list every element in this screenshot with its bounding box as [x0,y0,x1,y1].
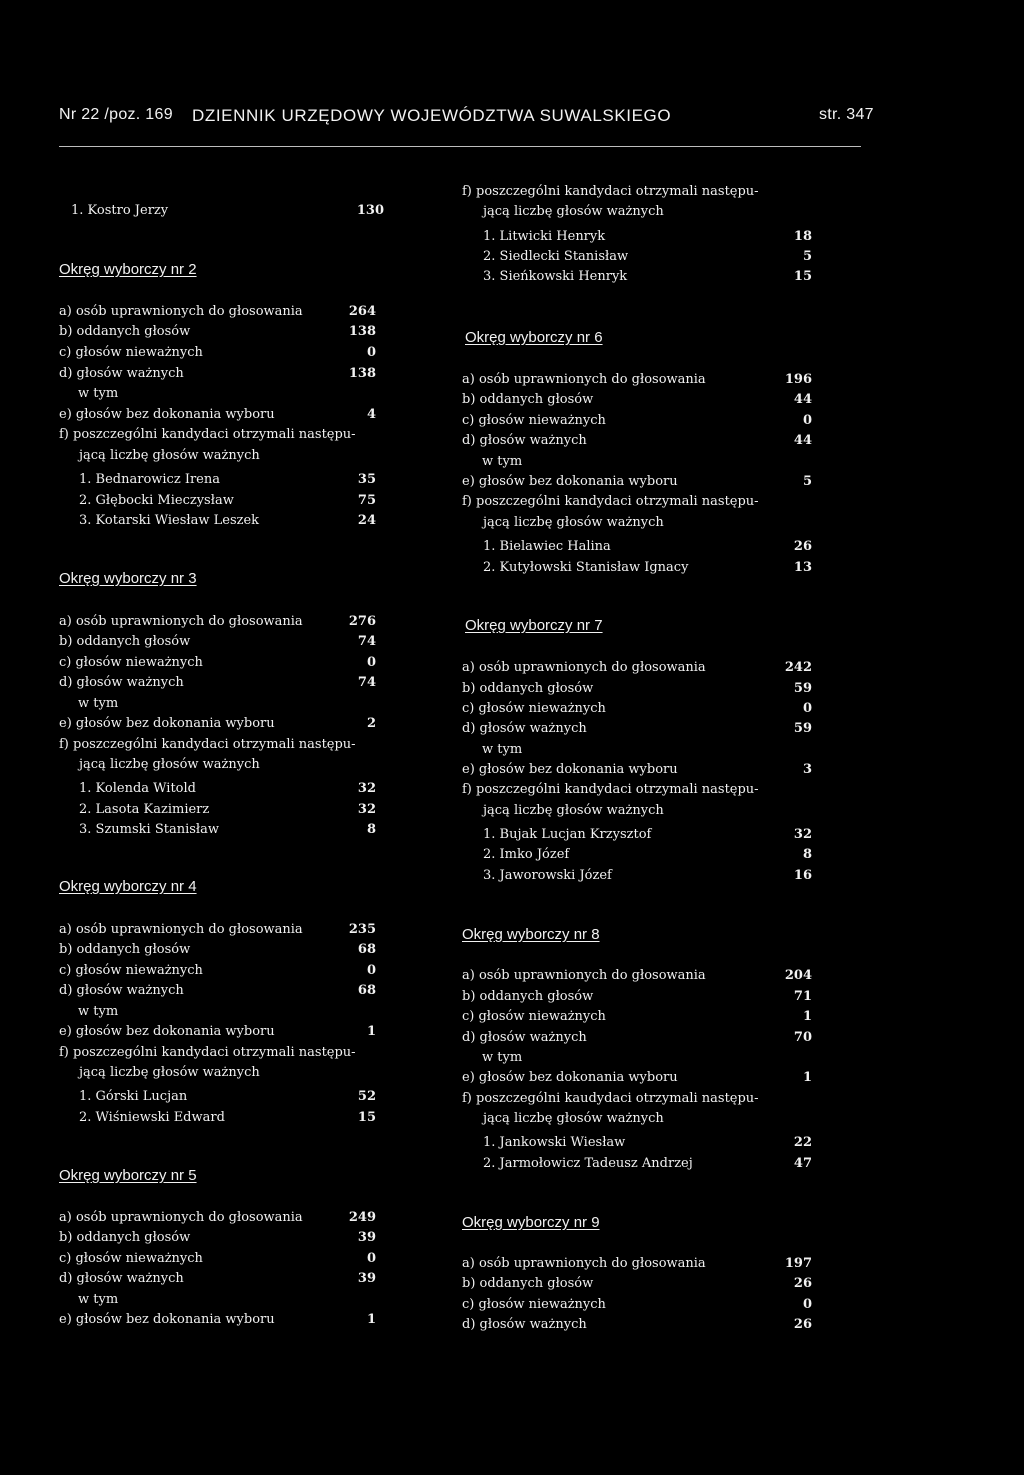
candidate-name: 2. Kutyłowski Stanisław Ignacy [483,560,689,575]
label-no-choice: e) głosów bez dokonania wyboru [59,1024,275,1039]
label-cast: b) oddanych głosów [462,989,594,1004]
label-valid: d) głosów ważnych [59,1271,184,1286]
value-invalid: 0 [366,1251,376,1266]
value-valid: 59 [793,721,812,736]
value-no-choice: 1 [366,1312,376,1327]
label-eligible: a) osób uprawnionych do głosowania [462,372,706,387]
candidate-name: 3. Kotarski Wiesław Leszek [79,513,260,528]
candidate-votes: 47 [793,1156,812,1171]
label-of-which: w tym [78,1292,119,1307]
value-cast: 138 [348,324,376,339]
value-valid: 26 [793,1317,812,1332]
candidate-name: 2. Lasota Kazimierz [79,802,210,817]
value-no-choice: 1 [802,1070,812,1085]
label-valid: d) głosów ważnych [59,983,184,998]
value-no-choice: 1 [366,1024,376,1039]
value-no-choice: 2 [366,716,376,731]
label-no-choice: e) głosów bez dokonania wyboru [59,1312,275,1327]
label-candidates: f) poszczególni kandydaci otrzymali następu- [462,494,759,509]
value-invalid: 0 [366,963,376,978]
candidate-name: 1. Litwicki Henryk [483,229,606,244]
candidate-name: 1. Jankowski Wiesław [483,1135,626,1150]
candidate-name: 3. Jaworowski Józef [483,868,612,883]
candidate-votes: 32 [793,827,812,842]
journal-title: DZIENNIK URZĘDOWY WOJEWÓDZTWA SUWALSKIEGO [192,106,672,125]
label-no-choice: e) głosów bez dokonania wyboru [59,407,275,422]
candidate-votes: 15 [357,1110,376,1125]
label-candidates-cont: jącą liczbę głosów ważnych [483,1111,664,1126]
label-cast: b) oddanych głosów [59,1230,191,1245]
label-of-which: w tym [78,386,119,401]
label-invalid: c) głosów nieważnych [59,963,203,978]
value-cast: 68 [357,942,376,957]
label-eligible: a) osób uprawnionych do głosowania [59,304,303,319]
label-eligible: a) osób uprawnionych do głosowania [59,1210,303,1225]
value-eligible: 276 [348,614,376,629]
value-eligible: 242 [784,660,812,675]
label-valid: d) głosów ważnych [462,1030,587,1045]
label-cast: b) oddanych głosów [59,634,191,649]
value-valid: 44 [793,433,812,448]
label-of-which: w tym [482,454,523,469]
value-cast: 59 [793,681,812,696]
candidate-name: 1. Bujak Lucjan Krzysztof [483,827,652,842]
value-invalid: 0 [366,345,376,360]
value-eligible: 196 [784,372,812,387]
label-candidates: f) poszczególni kandydaci otrzymali następu- [59,1045,356,1060]
label-no-choice: e) głosów bez dokonania wyboru [59,716,275,731]
candidate-votes: 5 [802,249,812,264]
label-cast: b) oddanych głosów [462,681,594,696]
label-cast: b) oddanych głosów [59,942,191,957]
candidate-votes: 13 [793,560,812,575]
value-eligible: 264 [348,304,376,319]
label-invalid: c) głosów nieważnych [59,655,203,670]
candidate-votes: 75 [357,493,376,508]
value-valid: 138 [348,366,376,381]
value-invalid: 1 [802,1009,812,1024]
header-rule [59,146,861,147]
label-valid: d) głosów ważnych [59,675,184,690]
label-of-which: w tym [78,1004,119,1019]
candidate-votes: 26 [793,539,812,554]
label-invalid: c) głosów nieważnych [59,345,203,360]
candidate-name: 3. Sieńkowski Henryk [483,269,628,284]
label-invalid: c) głosów nieważnych [462,1009,606,1024]
label-invalid: c) głosów nieważnych [59,1251,203,1266]
label-candidates-cont: jącą liczbę głosów ważnych [483,515,664,530]
value-no-choice: 5 [802,474,812,489]
candidate-votes: 8 [802,847,812,862]
label-of-which: w tym [78,696,119,711]
district-title: Okręg wyborczy nr 4 [59,878,197,895]
value-cast: 39 [357,1230,376,1245]
district-title: Okręg wyborczy nr 3 [59,570,197,587]
label-cast: b) oddanych głosów [462,1276,594,1291]
label-invalid: c) głosów nieważnych [462,1297,606,1312]
candidate-name: 1. Bielawiec Halina [483,539,611,554]
value-cast: 74 [357,634,376,649]
candidate-votes: 32 [357,781,376,796]
value-valid: 70 [793,1030,812,1045]
label-candidates: f) poszczególni kaudydaci otrzymali następu- [462,1091,759,1106]
value-no-choice: 3 [802,762,812,777]
value-cast: 26 [793,1276,812,1291]
candidate-votes: 32 [357,802,376,817]
label-of-which: w tym [482,742,523,757]
label-no-choice: e) głosów bez dokonania wyboru [462,474,678,489]
value-eligible: 235 [348,922,376,937]
label-invalid: c) głosów nieważnych [462,701,606,716]
value-invalid: 0 [802,1297,812,1312]
label-candidates: f) poszczególni kandydaci otrzymali następu- [462,184,759,199]
label-eligible: a) osób uprawnionych do głosowania [462,1256,706,1271]
label-eligible: a) osób uprawnionych do głosowania [59,922,303,937]
candidate-name: 3. Szumski Stanisław [79,822,220,837]
value-no-choice: 4 [366,407,376,422]
value-cast: 71 [793,989,812,1004]
label-valid: d) głosów ważnych [462,433,587,448]
value-eligible: 197 [784,1256,812,1271]
value-cast: 44 [793,392,812,407]
candidate-name: 1. Bednarowicz Irena [79,472,220,487]
district-title: Okręg wyborczy nr 5 [59,1167,197,1184]
label-invalid: c) głosów nieważnych [462,413,606,428]
candidate-name: 2. Jarmołowicz Tadeusz Andrzej [483,1156,693,1171]
label-eligible: a) osób uprawnionych do głosowania [59,614,303,629]
label-eligible: a) osób uprawnionych do głosowania [462,660,706,675]
candidate-name: 2. Wiśniewski Edward [79,1110,225,1125]
candidate-votes: 16 [793,868,812,883]
label-no-choice: e) głosów bez dokonania wyboru [462,1070,678,1085]
value-invalid: 0 [802,413,812,428]
label-no-choice: e) głosów bez dokonania wyboru [462,762,678,777]
label-cast: b) oddanych głosów [462,392,594,407]
label-candidates-cont: jącą liczbę głosów ważnych [79,757,260,772]
label-candidates-cont: jącą liczbę głosów ważnych [79,1065,260,1080]
value-invalid: 0 [366,655,376,670]
label-eligible: a) osób uprawnionych do głosowania [462,968,706,983]
label-candidates-cont: jącą liczbę głosów ważnych [79,448,260,463]
district-title: Okręg wyborczy nr 6 [465,329,603,346]
candidate-votes: 18 [793,229,812,244]
label-valid: d) głosów ważnych [59,366,184,381]
candidate-name: 2. Siedlecki Stanisław [483,249,629,264]
label-valid: d) głosów ważnych [462,721,587,736]
candidate-name: 2. Głębocki Mieczysław [79,493,234,508]
candidate-name: 1. Kostro Jerzy [71,203,169,218]
candidate-votes: 22 [793,1135,812,1150]
value-valid: 74 [357,675,376,690]
page-reference: Nr 22 /poz. 169 [59,106,173,123]
label-candidates: f) poszczególni kandydaci otrzymali następu- [59,427,356,442]
value-valid: 68 [357,983,376,998]
district-title: Okręg wyborczy nr 8 [462,926,600,943]
label-candidates-cont: jącą liczbę głosów ważnych [483,803,664,818]
label-valid: d) głosów ważnych [462,1317,587,1332]
candidate-name: 1. Kolenda Witold [79,781,196,796]
page-number: str. 347 [819,106,874,123]
label-cast: b) oddanych głosów [59,324,191,339]
label-candidates-cont: jącą liczbę głosów ważnych [483,204,664,219]
candidate-name: 1. Górski Lucjan [79,1089,188,1104]
candidate-votes: 52 [357,1089,376,1104]
candidate-votes: 15 [793,269,812,284]
district-title: Okręg wyborczy nr 9 [462,1214,600,1231]
candidate-name: 2. Imko Józef [483,847,570,862]
candidate-votes: 35 [357,472,376,487]
district-title: Okręg wyborczy nr 7 [465,617,603,634]
candidate-votes: 130 [356,203,384,218]
value-eligible: 249 [348,1210,376,1225]
value-invalid: 0 [802,701,812,716]
candidate-votes: 8 [366,822,376,837]
value-eligible: 204 [784,968,812,983]
label-candidates: f) poszczególni kandydaci otrzymali następu- [462,782,759,797]
district-title: Okręg wyborczy nr 2 [59,261,197,278]
label-candidates: f) poszczególni kandydaci otrzymali następu- [59,737,356,752]
value-valid: 39 [357,1271,376,1286]
label-of-which: w tym [482,1050,523,1065]
candidate-votes: 24 [357,513,376,528]
